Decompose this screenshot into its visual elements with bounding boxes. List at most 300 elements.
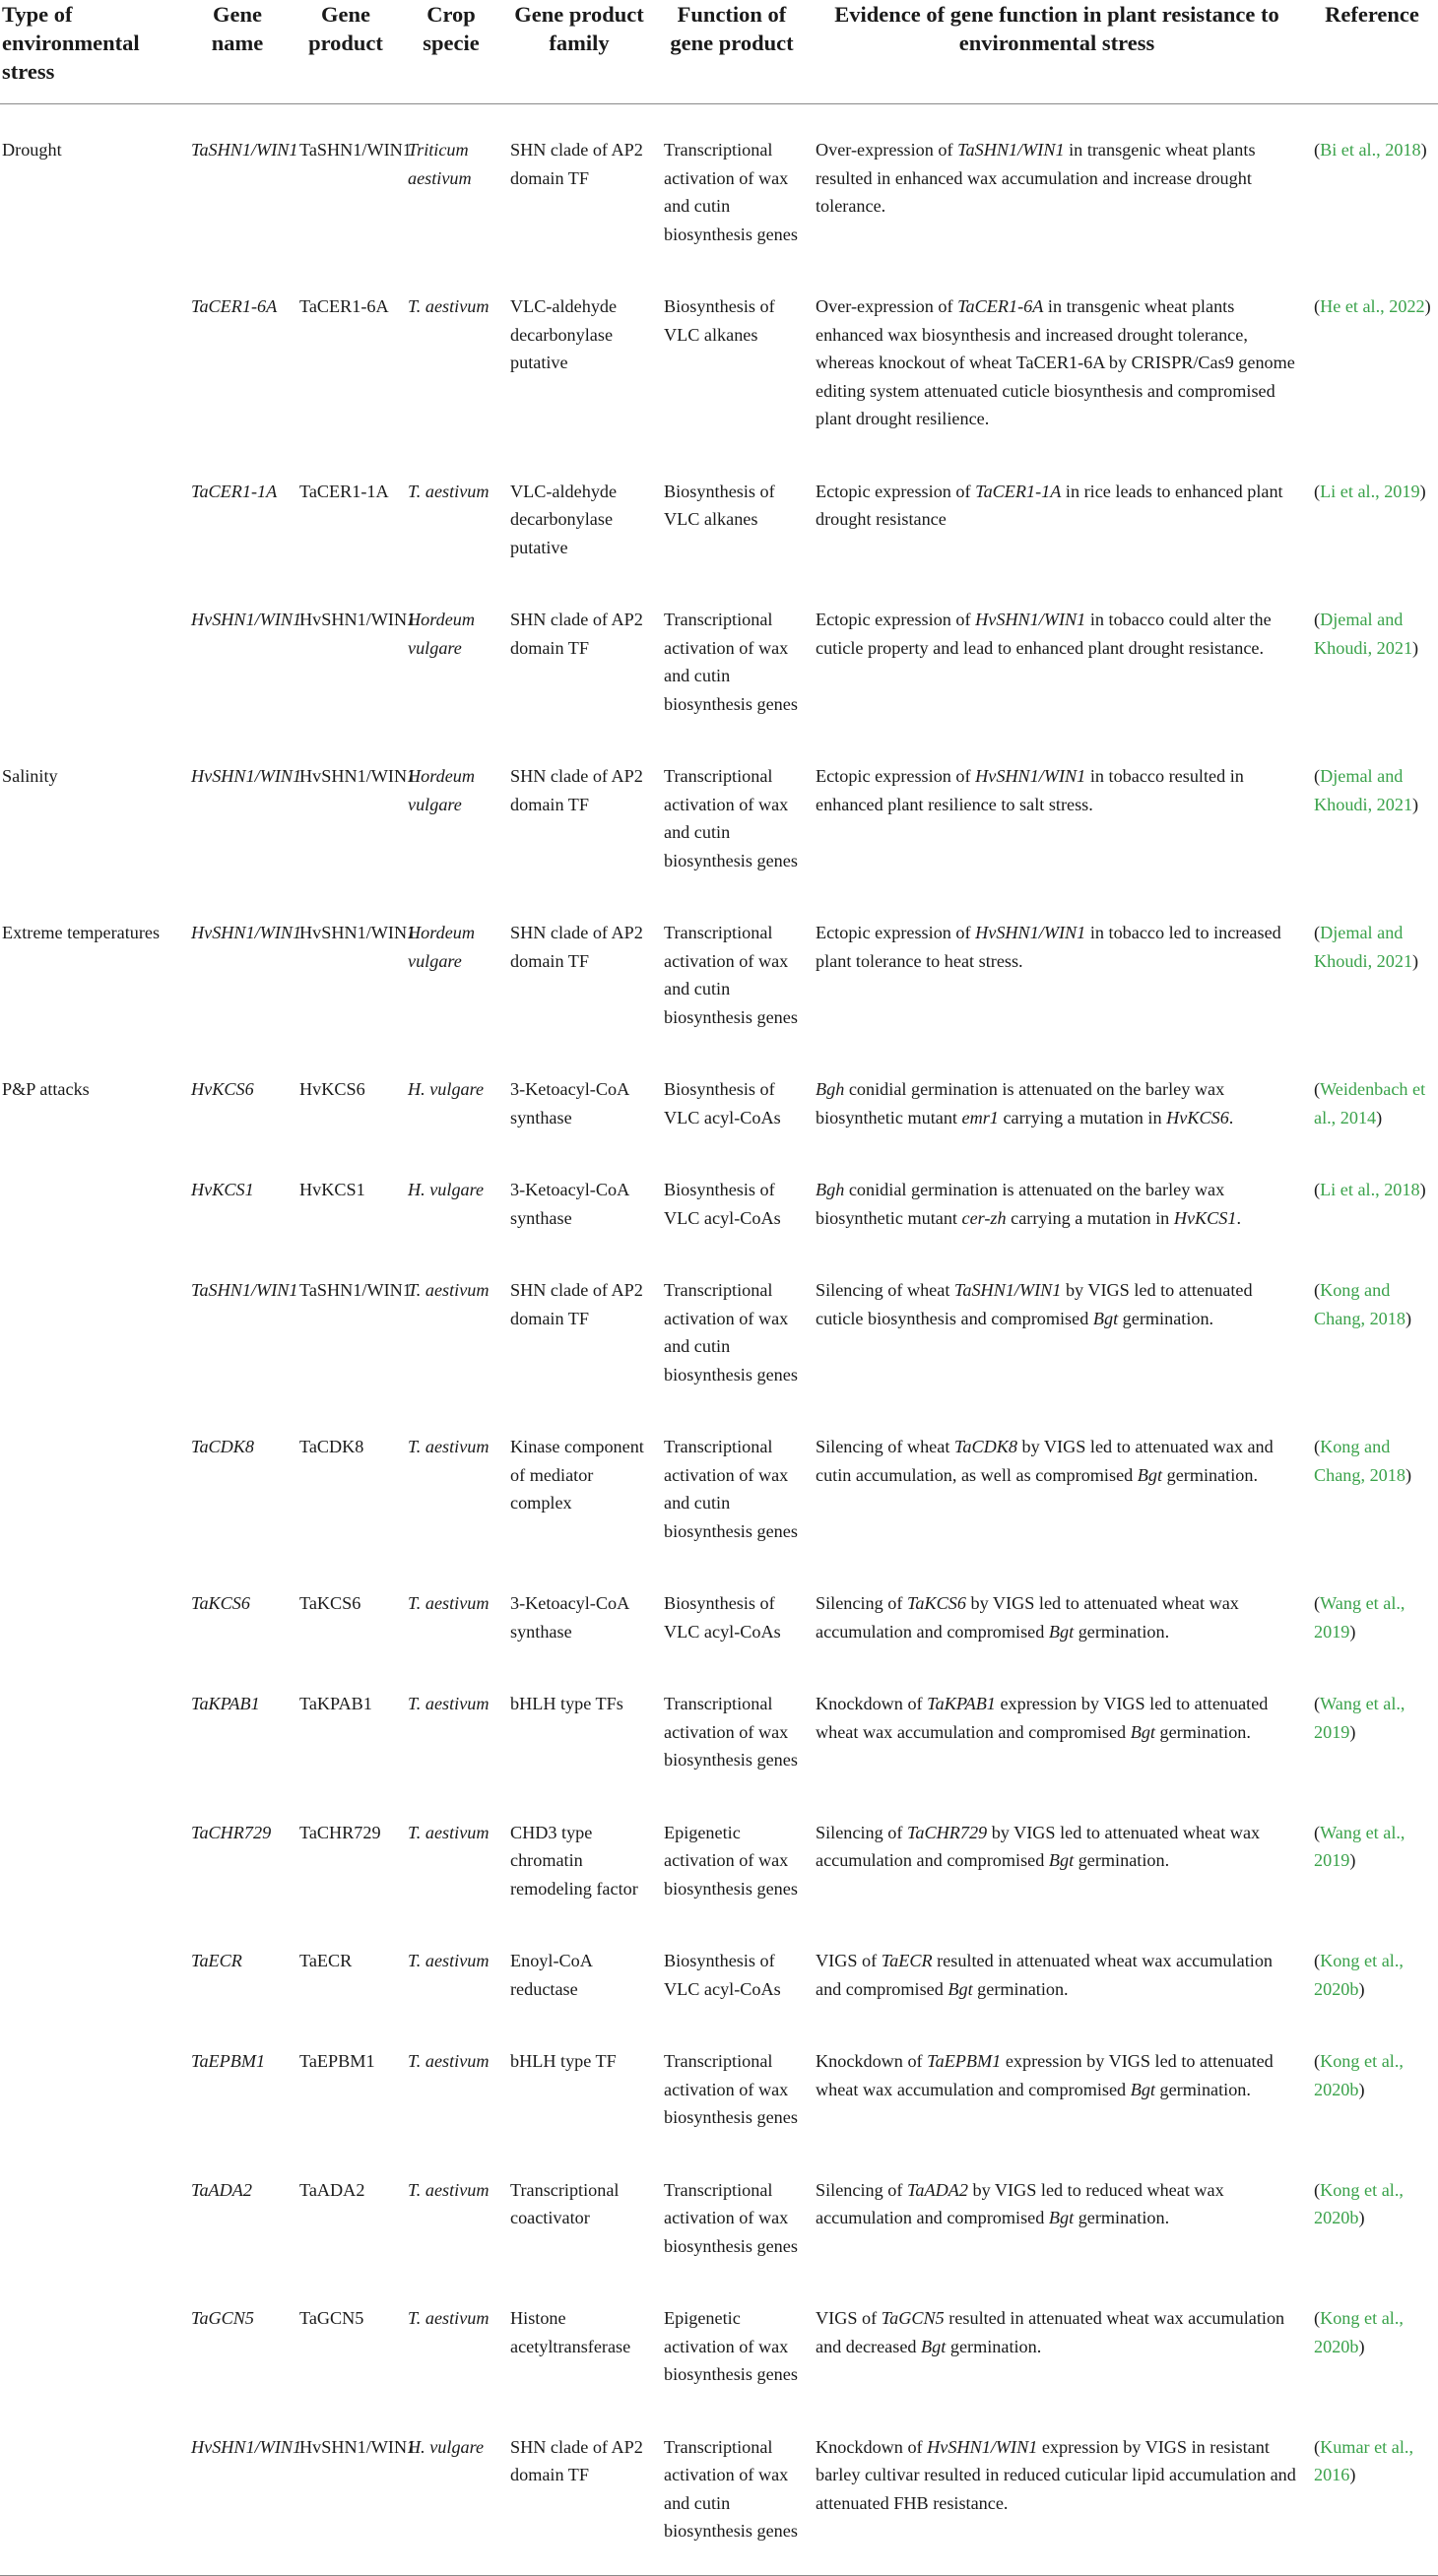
reference-link[interactable]: Djemal and Khoudi, 2021: [1314, 610, 1413, 658]
evidence-italic-term: HvSHN1/WIN1: [975, 610, 1086, 629]
reference-close-paren: ): [1412, 637, 1419, 658]
reference-close-paren: ): [1412, 794, 1419, 814]
crop-specie-cell: [400, 104, 502, 269]
gene-product-cell: TaKCS6: [299, 1593, 361, 1613]
reference-open-paren: (: [1314, 2436, 1321, 2457]
reference-cell: [1306, 268, 1438, 453]
evidence-text: Ectopic expression of: [816, 923, 976, 942]
reference-link[interactable]: Kong et al., 2020b: [1314, 2051, 1404, 2099]
gene-family-cell: SHN clade of AP2 domain TF: [510, 1280, 643, 1328]
evidence-cell: [808, 581, 1306, 738]
gene-family-cell: SHN clade of AP2 domain TF: [510, 610, 643, 658]
stress-type-cell: [0, 2023, 183, 2152]
gene-name-cell-text: HvSHN1/WIN1: [191, 2436, 302, 2457]
evidence-italic-term: Bgt: [1137, 1464, 1163, 1485]
table-row: [0, 1151, 1438, 1252]
evidence-text: expression by VIGS led to attenuated wheat wax accumulation and compromised: [816, 1694, 1269, 1742]
gene-name-cell: [183, 1051, 292, 1151]
evidence-text: .: [1228, 1107, 1234, 1127]
gene-name-cell-text: TaECR: [191, 1951, 242, 1970]
reference-close-paren: ): [1376, 1107, 1383, 1127]
table-row: [0, 453, 1438, 582]
evidence-cell: [808, 2023, 1306, 2152]
evidence-text: Ectopic expression of: [816, 481, 976, 501]
gene-name-cell: [183, 1565, 292, 1665]
evidence-italic-term: TaGCN5: [881, 2308, 945, 2328]
gene-name-cell-text: TaKCS6: [191, 1593, 250, 1613]
crop-specie-cell-text: H. vulgare: [408, 1079, 485, 1099]
reference-cell: [1306, 1922, 1438, 2023]
reference-open-paren: (: [1314, 923, 1321, 942]
reference-link[interactable]: Kong et al., 2020b: [1314, 2308, 1404, 2356]
gene-name-cell-text: TaCER1-1A: [191, 481, 278, 501]
reference-cell: [1306, 1794, 1438, 1923]
gene-product-cell: HvKCS1: [299, 1180, 365, 1199]
reference-close-paren: ): [1419, 1180, 1426, 1199]
crop-specie-cell: [400, 453, 502, 582]
evidence-italic-term: Bgh: [816, 1180, 845, 1199]
table-row: [0, 2280, 1438, 2409]
evidence-text: Silencing of: [816, 2179, 907, 2200]
reference-close-paren: ): [1358, 2079, 1365, 2099]
reference-open-paren: (: [1314, 1437, 1321, 1456]
function-cell: Biosynthesis of VLC acyl-CoAs: [664, 1593, 781, 1642]
crop-specie-cell: [400, 581, 502, 738]
evidence-cell: [808, 453, 1306, 582]
crop-specie-cell-text: T. aestivum: [408, 2051, 490, 2071]
gene-product-cell: TaCER1-1A: [299, 481, 389, 501]
gene-name-cell-text: HvKCS6: [191, 1079, 254, 1099]
crop-specie-cell: [400, 1408, 502, 1565]
reference-link[interactable]: Wang et al., 2019: [1314, 1694, 1405, 1742]
reference-close-paren: ): [1349, 1721, 1356, 1742]
gene-family-cell: 3-Ketoacyl-CoA synthase: [510, 1593, 629, 1642]
gene-family-cell: Histone acetyltransferase: [510, 2308, 631, 2356]
reference-close-paren: ): [1358, 2336, 1365, 2356]
reference-link[interactable]: Wang et al., 2019: [1314, 1593, 1405, 1642]
evidence-text: expression by VIGS led to attenuated wheat wax accumulation and compromised: [816, 2051, 1274, 2099]
header-gene-product-family: Gene product family: [502, 0, 656, 104]
stress-type-cell: Extreme temperatures: [2, 923, 161, 942]
evidence-cell: [808, 2280, 1306, 2409]
gene-family-cell: Enoyl-CoA reductase: [510, 1951, 592, 1999]
reference-cell: [1306, 738, 1438, 894]
evidence-text: germination.: [1074, 1621, 1170, 1642]
reference-close-paren: ): [1358, 2208, 1365, 2227]
evidence-text: expression by VIGS in resistant barley cultivar resulted in reduced cuticular lipid accumulation and attenuated FHB resistance.: [816, 2436, 1296, 2513]
evidence-cell: [808, 2152, 1306, 2281]
function-cell: Transcriptional activation of wax and cutin biosynthesis genes: [664, 140, 798, 244]
evidence-cell: [808, 1665, 1306, 1794]
reference-link[interactable]: Djemal and Khoudi, 2021: [1314, 766, 1413, 814]
gene-family-cell: 3-Ketoacyl-CoA synthase: [510, 1180, 629, 1228]
gene-family-cell: VLC-aldehyde decarbonylase putative: [510, 296, 618, 372]
reference-open-paren: (: [1314, 766, 1321, 786]
function-cell: Transcriptional activation of wax and cutin biosynthesis genes: [664, 923, 798, 1027]
evidence-cell: [808, 104, 1306, 269]
table-header: [0, 0, 1438, 104]
evidence-text: Over-expression of: [816, 296, 958, 316]
gene-name-cell: [183, 738, 302, 894]
gene-product-cell: TaCDK8: [299, 1437, 364, 1456]
reference-open-paren: (: [1314, 1951, 1321, 1970]
crop-specie-cell: [400, 1151, 502, 1252]
stress-type-cell: [0, 581, 183, 738]
gene-name-cell-text: TaSHN1/WIN1: [191, 140, 298, 160]
reference-cell: [1306, 1151, 1438, 1252]
evidence-italic-term: HvSHN1/WIN1: [975, 923, 1086, 942]
gene-product-cell: TaEPBM1: [299, 2051, 375, 2071]
gene-name-cell-text: TaKPAB1: [191, 1694, 260, 1713]
reference-link[interactable]: Li et al., 2018: [1320, 1180, 1420, 1199]
evidence-text: conidial germination is attenuated on the barley wax biosynthetic mutant: [816, 1079, 1225, 1127]
crop-specie-cell-text: T. aestivum: [408, 1822, 490, 1842]
gene-name-cell: [183, 1408, 292, 1565]
crop-specie-cell: [400, 1665, 502, 1794]
evidence-cell: [808, 1051, 1306, 1151]
reference-open-paren: (: [1314, 1280, 1321, 1300]
reference-link[interactable]: Kong et al., 2020b: [1314, 2179, 1404, 2227]
table-row: [0, 2023, 1438, 2152]
reference-link[interactable]: Bi et al., 2018: [1320, 140, 1421, 160]
gene-product-cell: TaECR: [299, 1951, 353, 1970]
evidence-text: in tobacco could alter the cuticle property and lead to enhanced plant drought resistance.: [816, 610, 1272, 658]
evidence-italic-term: Bgt: [1048, 1621, 1075, 1642]
stress-type-cell: [0, 1151, 183, 1252]
crop-specie-cell-text: T. aestivum: [408, 2179, 490, 2200]
table-row: [0, 2152, 1438, 2281]
crop-specie-cell: [400, 268, 502, 453]
gene-product-cell: TaSHN1/WIN1: [299, 1280, 412, 1300]
evidence-italic-term: Bgt: [1092, 1308, 1119, 1328]
gene-name-cell-text: TaCDK8: [191, 1437, 255, 1456]
reference-open-paren: (: [1314, 1079, 1321, 1099]
crop-specie-cell: [400, 1794, 502, 1923]
evidence-text: by VIGS led to attenuated wheat wax accumulation and compromised: [816, 1822, 1261, 1870]
evidence-text: by VIGS led to reduced wheat wax accumulation and compromised: [816, 2179, 1224, 2227]
reference-close-paren: ): [1405, 1464, 1412, 1485]
evidence-text: germination.: [1154, 1721, 1251, 1742]
stress-type-cell: Salinity: [2, 766, 58, 786]
gene-name-cell-text: HvKCS1: [191, 1180, 254, 1199]
gene-product-cell: TaCER1-6A: [299, 296, 389, 316]
header-function: Function of gene product: [656, 0, 808, 104]
function-cell: Transcriptional activation of wax and cutin biosynthesis genes: [664, 1437, 798, 1541]
evidence-text: carrying a mutation in: [998, 1107, 1167, 1127]
table-row: [0, 104, 1438, 269]
crop-specie-cell: [400, 738, 502, 894]
reference-link[interactable]: Kong et al., 2020b: [1314, 1951, 1404, 1999]
table-row: [0, 1051, 1438, 1151]
evidence-italic-term: Bgt: [921, 2336, 947, 2356]
gene-name-cell-text: HvSHN1/WIN1: [191, 610, 302, 629]
gene-name-cell: [183, 894, 302, 1051]
evidence-italic-term: TaADA2: [906, 2179, 968, 2200]
stress-type-cell: [0, 1252, 183, 1408]
table-row: [0, 2409, 1438, 2576]
evidence-text: Silencing of wheat: [816, 1437, 954, 1456]
header-gene-name: Gene name: [183, 0, 292, 104]
reference-link[interactable]: Kumar et al., 2016: [1314, 2436, 1414, 2484]
gene-name-cell-text: TaCHR729: [191, 1822, 272, 1842]
evidence-italic-term: cer-zh: [961, 1207, 1007, 1228]
reference-link[interactable]: Kong and Chang, 2018: [1314, 1280, 1405, 1328]
stress-type-cell: [0, 1794, 183, 1923]
function-cell: Transcriptional activation of wax biosynthesis genes: [664, 2179, 798, 2256]
reference-close-paren: ): [1424, 296, 1431, 316]
function-cell: Transcriptional activation of wax and cutin biosynthesis genes: [656, 2409, 808, 2576]
table-row: [0, 268, 1438, 453]
function-cell: Epigenetic activation of wax biosynthesis genes: [664, 2308, 798, 2384]
reference-link[interactable]: Djemal and Khoudi, 2021: [1314, 923, 1413, 971]
evidence-text: germination.: [1074, 2208, 1170, 2227]
reference-cell: [1306, 1051, 1438, 1151]
reference-close-paren: ): [1420, 140, 1427, 160]
reference-close-paren: ): [1405, 1308, 1412, 1328]
function-cell: Biosynthesis of VLC alkanes: [664, 296, 775, 345]
gene-product-cell: TaKPAB1: [299, 1694, 372, 1713]
reference-cell: [1306, 2280, 1438, 2409]
stress-type-cell: [0, 1922, 183, 2023]
header-row: [0, 0, 1438, 104]
evidence-italic-term: TaKPAB1: [927, 1694, 996, 1713]
gene-product-cell: HvSHN1/WIN1: [299, 610, 417, 629]
crop-specie-cell: [400, 1252, 502, 1408]
crop-specie-cell-text: T. aestivum: [408, 1280, 490, 1300]
evidence-text: in tobacco led to increased plant tolerance to heat stress.: [816, 923, 1281, 971]
reference-cell: [1306, 1408, 1438, 1565]
evidence-text: Silencing of: [816, 1822, 907, 1842]
gene-product-cell: HvKCS6: [299, 1079, 365, 1099]
gene-name-cell: [183, 1922, 292, 2023]
reference-open-paren: (: [1314, 2179, 1321, 2200]
stress-type-cell: P&P attacks: [2, 1079, 90, 1099]
reference-close-paren: ): [1349, 1850, 1356, 1870]
reference-link[interactable]: Kong and Chang, 2018: [1314, 1437, 1405, 1485]
gene-family-cell: Transcriptional coactivator: [510, 2179, 620, 2227]
reference-open-paren: (: [1314, 140, 1321, 160]
function-cell: Biosynthesis of VLC acyl-CoAs: [664, 1079, 781, 1127]
evidence-italic-term: Bgt: [1048, 1850, 1075, 1870]
gene-family-cell: bHLH type TF: [510, 2051, 617, 2071]
stress-type-cell: [0, 1408, 183, 1565]
evidence-text: conidial germination is attenuated on the barley wax biosynthetic mutant: [816, 1180, 1225, 1228]
header-crop-specie: Crop specie: [400, 0, 502, 104]
reference-link[interactable]: Li et al., 2019: [1320, 481, 1420, 501]
evidence-italic-term: HvKCS6: [1166, 1107, 1229, 1127]
gene-name-cell-text: TaSHN1/WIN1: [191, 1280, 298, 1300]
stress-type-cell: Drought: [2, 140, 62, 160]
evidence-italic-term: Bgt: [948, 1978, 973, 1999]
crop-specie-cell-text: T. aestivum: [408, 1593, 490, 1613]
reference-open-paren: (: [1314, 1593, 1321, 1613]
gene-name-cell-text: HvSHN1/WIN1: [191, 923, 302, 942]
gene-name-cell-text: TaEPBM1: [191, 2051, 266, 2071]
evidence-italic-term: TaCER1-6A: [957, 296, 1044, 316]
table-row: [0, 1794, 1438, 1923]
evidence-text: .: [1236, 1207, 1242, 1228]
evidence-text: Knockdown of: [816, 2436, 928, 2457]
function-cell: Transcriptional activation of wax biosynthesis genes: [664, 2051, 798, 2127]
evidence-italic-term: TaSHN1/WIN1: [957, 140, 1065, 160]
table-row: [0, 1565, 1438, 1665]
function-cell: Biosynthesis of VLC acyl-CoAs: [664, 1951, 781, 1999]
evidence-italic-term: Bgt: [1130, 2079, 1155, 2099]
gene-family-cell: SHN clade of AP2 domain TF: [510, 923, 643, 971]
evidence-text: Silencing of: [816, 1593, 907, 1613]
gene-name-cell: [183, 581, 302, 738]
gene-name-cell: [183, 1151, 292, 1252]
evidence-text: in transgenic wheat plants enhanced wax biosynthesis and increased drought tolerance, whereas knockout of wheat TaCER1-6A by CRISPR/Cas9 genome editing system attenuated cuticle biosynthesis and compromised plant drought resilience.: [816, 296, 1295, 428]
evidence-cell: [808, 2409, 1306, 2576]
stress-type-cell: [0, 1565, 183, 1665]
gene-name-cell: [183, 2152, 292, 2281]
reference-open-paren: (: [1314, 296, 1321, 316]
evidence-text: resulted in attenuated wheat wax accumulation and decreased: [816, 2308, 1285, 2356]
evidence-text: by VIGS led to attenuated wheat wax accumulation and compromised: [816, 1593, 1239, 1642]
evidence-italic-term: Bgt: [1048, 2208, 1075, 2227]
gene-family-cell: 3-Ketoacyl-CoA synthase: [510, 1079, 629, 1127]
function-cell: Transcriptional activation of wax biosynthesis genes: [664, 1694, 798, 1770]
gene-product-cell: TaGCN5: [299, 2308, 364, 2328]
gene-family-cell: SHN clade of AP2 domain TF: [510, 140, 643, 188]
crop-specie-cell: [400, 2152, 502, 2281]
evidence-cell: [808, 1408, 1306, 1565]
crop-specie-cell: [400, 2280, 502, 2409]
crop-specie-cell-text: T. aestivum: [408, 1951, 490, 1970]
evidence-italic-term: TaKCS6: [906, 1593, 966, 1613]
evidence-text: Over-expression of: [816, 140, 958, 160]
reference-cell: [1306, 453, 1438, 582]
function-cell: Transcriptional activation of wax and cutin biosynthesis genes: [664, 1280, 798, 1385]
function-cell: Epigenetic activation of wax biosynthesis genes: [664, 1822, 798, 1899]
crop-specie-cell: [400, 1922, 502, 2023]
gene-name-cell: [183, 2409, 302, 2576]
evidence-text: by VIGS led to attenuated wax and cutin accumulation, as well as compromised: [816, 1437, 1274, 1485]
crop-specie-cell-text: T. aestivum: [408, 1694, 490, 1713]
table-row: [0, 738, 1438, 894]
table-row: [0, 894, 1438, 1051]
gene-family-cell: SHN clade of AP2 domain TF: [510, 766, 643, 814]
crop-specie-cell-text: Hordeum vulgare: [408, 923, 476, 971]
evidence-text: carrying a mutation in: [1006, 1207, 1174, 1228]
gene-product-cell: TaSHN1/WIN1: [299, 140, 412, 160]
evidence-italic-term: TaCHR729: [906, 1822, 988, 1842]
evidence-text: in transgenic wheat plants resulted in enhanced wax accumulation and increase drought tolerance.: [816, 140, 1256, 216]
table-row: [0, 1665, 1438, 1794]
crop-specie-cell-text: T. aestivum: [408, 2308, 490, 2328]
crop-specie-cell: [400, 894, 502, 1051]
gene-name-cell-text: TaGCN5: [191, 2308, 255, 2328]
gene-name-cell-text: HvSHN1/WIN1: [191, 766, 302, 786]
crop-specie-cell: [400, 1565, 502, 1665]
reference-close-paren: ): [1412, 950, 1419, 971]
reference-link[interactable]: Wang et al., 2019: [1314, 1822, 1405, 1870]
evidence-text: germination.: [1162, 1464, 1259, 1485]
reference-cell: [1306, 894, 1438, 1051]
reference-cell: [1306, 1252, 1438, 1408]
function-cell: Transcriptional activation of wax and cutin biosynthesis genes: [664, 766, 798, 870]
evidence-italic-term: HvKCS1: [1173, 1207, 1237, 1228]
evidence-text: germination.: [1074, 1850, 1170, 1870]
evidence-cell: [808, 1922, 1306, 2023]
gene-product-cell: TaADA2: [299, 2179, 365, 2200]
header-reference: Reference: [1306, 0, 1438, 104]
evidence-text: germination.: [972, 1978, 1069, 1999]
reference-open-paren: (: [1314, 2051, 1321, 2071]
evidence-cell: [808, 268, 1306, 453]
evidence-italic-term: TaECR: [881, 1951, 933, 1970]
gene-name-cell-text: TaADA2: [191, 2179, 252, 2200]
evidence-text: resulted in attenuated wheat wax accumulation and compromised: [816, 1951, 1274, 1999]
stress-type-cell: [0, 453, 183, 582]
evidence-italic-term: TaCDK8: [953, 1437, 1017, 1456]
reference-cell: [1306, 581, 1438, 738]
reference-open-paren: (: [1314, 1180, 1321, 1199]
evidence-cell: [808, 1252, 1306, 1408]
gene-name-cell: [183, 1665, 292, 1794]
crop-specie-cell: [400, 2023, 502, 2152]
evidence-text: germination.: [1118, 1308, 1214, 1328]
gene-family-cell: bHLH type TFs: [510, 1694, 623, 1713]
stress-type-cell: [0, 1665, 183, 1794]
reference-cell: [1306, 1665, 1438, 1794]
stress-type-cell: [0, 2152, 183, 2281]
reference-close-paren: ): [1358, 1978, 1365, 1999]
evidence-cell: [808, 738, 1306, 894]
reference-close-paren: ): [1349, 1621, 1356, 1642]
reference-cell: [1306, 2409, 1438, 2576]
reference-cell: [1306, 1565, 1438, 1665]
table-row: [0, 1408, 1438, 1565]
evidence-cell: [808, 1151, 1306, 1252]
evidence-text: Silencing of wheat: [816, 1280, 954, 1300]
evidence-italic-term: TaCER1-1A: [975, 481, 1062, 501]
evidence-italic-term: Bgt: [1130, 1721, 1155, 1742]
function-cell: Transcriptional activation of wax and cutin biosynthesis genes: [664, 610, 798, 714]
function-cell: Biosynthesis of VLC alkanes: [664, 481, 775, 529]
reference-close-paren: ): [1419, 481, 1426, 501]
gene-name-cell-text: TaCER1-6A: [191, 296, 278, 316]
crop-specie-cell-text: Hordeum vulgare: [408, 766, 476, 814]
stress-type-cell: [0, 2280, 183, 2409]
reference-cell: [1306, 2152, 1438, 2281]
gene-name-cell: [183, 1252, 298, 1408]
evidence-text: Knockdown of: [816, 1694, 928, 1713]
gene-name-cell: [183, 268, 292, 453]
gene-product-cell: HvSHN1/WIN1: [299, 923, 417, 942]
evidence-text: VIGS of: [816, 2308, 882, 2328]
gene-product-cell: HvSHN1/WIN1: [299, 766, 417, 786]
gene-name-cell: [183, 2280, 292, 2409]
evidence-italic-term: HvSHN1/WIN1: [975, 766, 1086, 786]
crop-specie-cell-text: Hordeum vulgare: [408, 610, 476, 658]
evidence-cell: [808, 894, 1306, 1051]
evidence-italic-term: HvSHN1/WIN1: [927, 2436, 1038, 2457]
header-stress-type: Type of environmental stress: [0, 0, 183, 104]
reference-open-paren: (: [1314, 1694, 1321, 1713]
crop-specie-cell: [400, 2409, 502, 2576]
stress-type-cell: [0, 2409, 183, 2576]
crop-specie-cell-text: H. vulgare: [408, 2436, 485, 2457]
table-row: [0, 581, 1438, 738]
reference-link[interactable]: He et al., 2022: [1320, 296, 1425, 316]
crop-specie-cell-text: T. aestivum: [408, 1437, 490, 1456]
evidence-text: in rice leads to enhanced plant drought resistance: [816, 481, 1283, 529]
reference-link[interactable]: Weidenbach et al., 2014: [1314, 1079, 1426, 1127]
evidence-cell: [808, 1794, 1306, 1923]
evidence-italic-term: emr1: [961, 1107, 999, 1127]
